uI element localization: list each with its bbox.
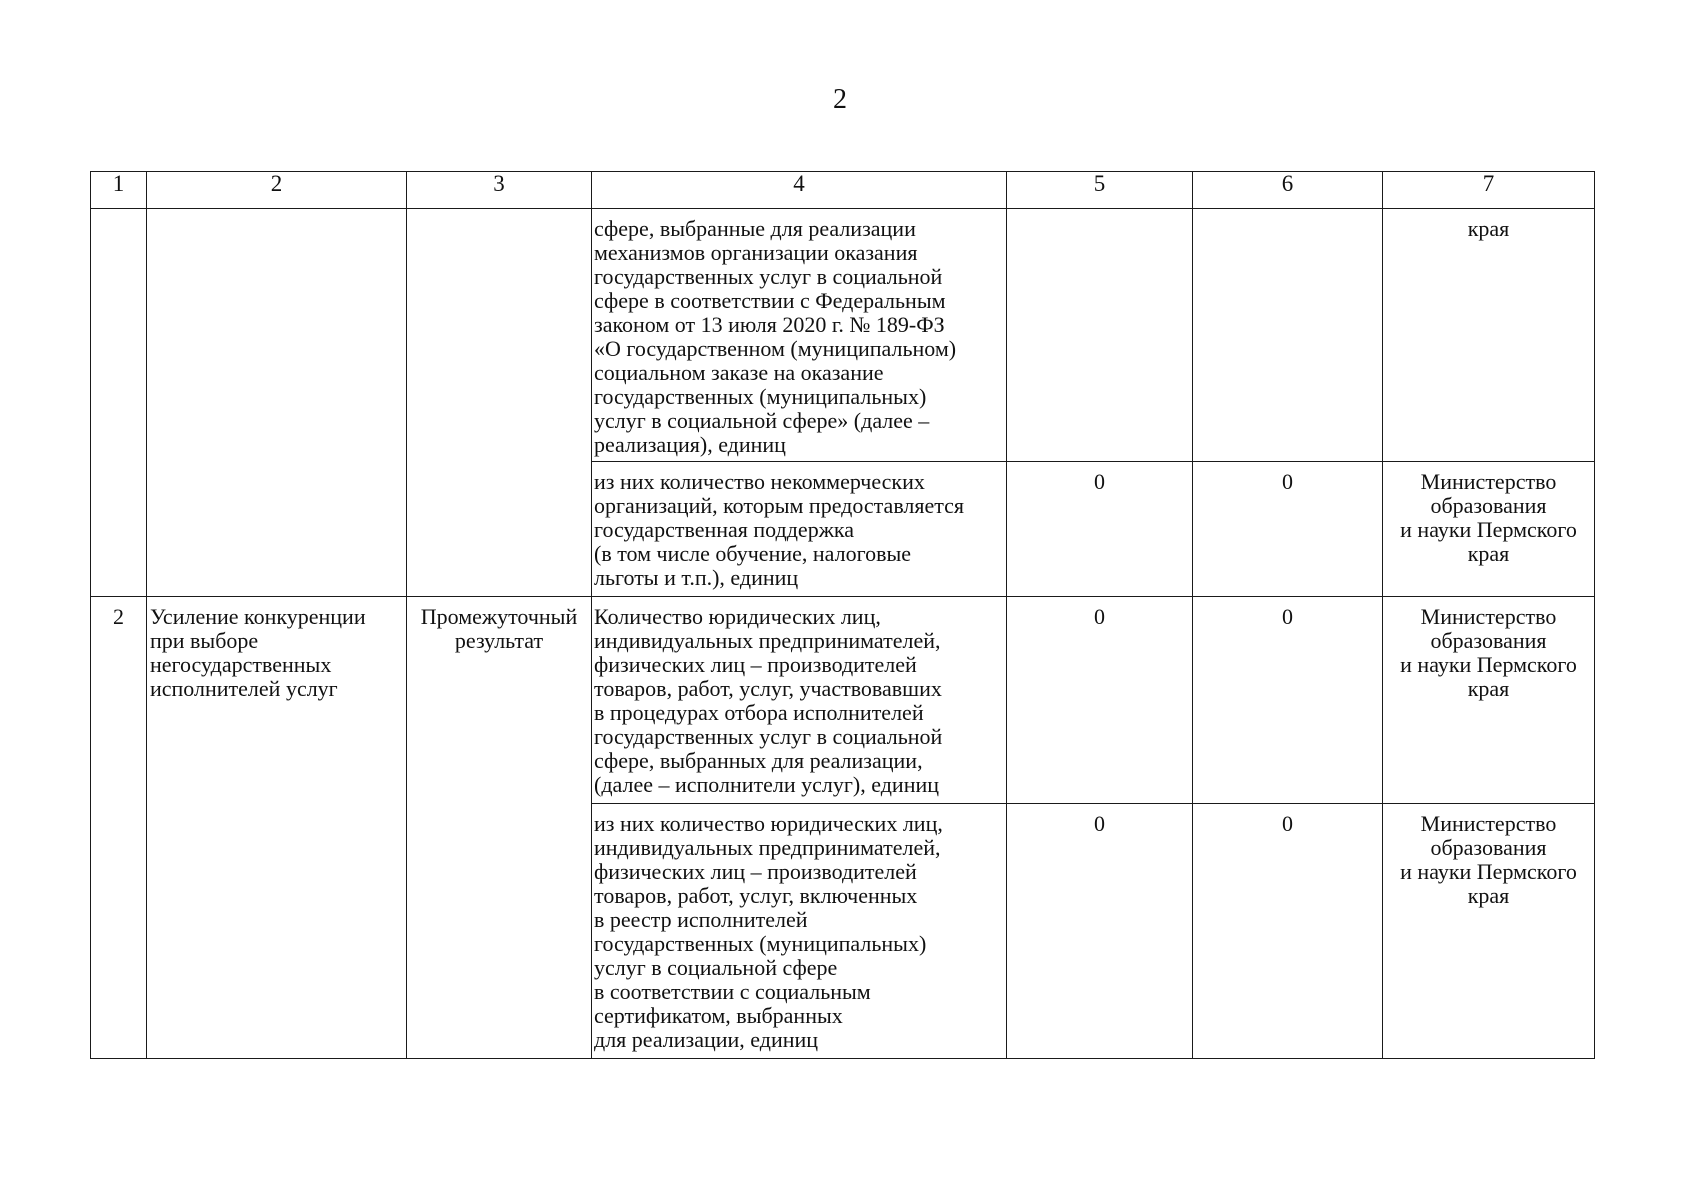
indicator-line: услуг в социальной сфере» (далее – [594, 408, 930, 433]
indicator-line: в реестр исполнителей [594, 907, 808, 932]
indicator-line: физических лиц – производителей [594, 652, 917, 677]
task-line: Усиление конкуренции [150, 604, 366, 629]
responsible-line: края [1467, 676, 1510, 701]
indicator-line: организаций, которым предоставляется [594, 493, 965, 518]
header-col-6: 6 [1193, 172, 1383, 209]
responsible-line: края [1467, 216, 1510, 241]
cell-indicator [592, 597, 1007, 804]
indicator-line: индивидуальных предпринимателей, [594, 628, 941, 653]
indicator-line: для реализации, единиц [594, 1027, 819, 1052]
indicator-line: из них количество юридических лиц, [594, 811, 943, 836]
indicator-line: государственных (муниципальных) [594, 931, 927, 956]
header-col-3: 3 [407, 172, 592, 209]
header-col-4: 4 [592, 172, 1007, 209]
header-row [91, 172, 1595, 209]
responsible-line: и науки Пермского [1400, 652, 1577, 677]
page-number: 2 [833, 84, 847, 115]
task-line: при выборе [150, 628, 259, 653]
indicator-line: сертификатом, выбранных [594, 1003, 843, 1028]
cell-number: 2 [91, 597, 147, 1059]
cell-task [147, 597, 407, 1059]
indicator-line: «О государственном (муниципальном) [594, 336, 957, 361]
indicator-line: из них количество некоммерческих [594, 469, 925, 494]
indicator-line: сфере в соответствии с Федеральным [594, 288, 946, 313]
cell-value-6: 0 [1193, 597, 1383, 804]
indicator-line: физических лиц – производителей [594, 859, 917, 884]
cell-indicator [592, 804, 1007, 1059]
responsible-line: и науки Пермского [1400, 517, 1577, 542]
indicator-line: сфере, выбранных для реализации, [594, 748, 923, 773]
result-type-line: результат [454, 628, 544, 653]
task-line: исполнителей услуг [150, 676, 338, 701]
indicator-line: льготы и т.п.), единиц [594, 565, 799, 590]
indicator-line: товаров, работ, услуг, включенных [594, 883, 918, 908]
indicator-line: сфере, выбранные для реализации [594, 216, 916, 241]
indicator-line: государственных (муниципальных) [594, 384, 927, 409]
indicator-line: государственных услуг в социальной [594, 724, 943, 749]
cell-task [147, 209, 407, 597]
indicator-line: механизмов организации оказания [594, 240, 918, 265]
responsible-line: Министерство [1420, 811, 1557, 836]
cell-responsible [1383, 462, 1595, 597]
indicator-line: в процедурах отбора исполнителей [594, 700, 924, 725]
responsible-line: и науки Пермского [1400, 859, 1577, 884]
cell-value-5: 0 [1007, 462, 1193, 597]
cell-value-6 [1193, 209, 1383, 462]
cell-number [91, 209, 147, 597]
cell-result-type [407, 209, 592, 597]
cell-result-type [407, 597, 592, 1059]
indicator-line: (далее – исполнители услуг), единиц [594, 772, 940, 797]
indicator-line: государственная поддержка [594, 517, 855, 542]
header-col-5: 5 [1007, 172, 1193, 209]
cell-responsible [1383, 804, 1595, 1059]
responsible-line: края [1467, 883, 1510, 908]
cell-value-6: 0 [1193, 462, 1383, 597]
header-col-1: 1 [91, 172, 147, 209]
indicator-line: социальном заказе на оказание [594, 360, 884, 385]
responsible-line: края [1467, 541, 1510, 566]
cell-indicator [592, 462, 1007, 597]
indicator-line: Количество юридических лиц, [594, 604, 881, 629]
cell-value-6: 0 [1193, 804, 1383, 1059]
task-line: негосударственных [150, 652, 332, 677]
cell-value-5: 0 [1007, 804, 1193, 1059]
responsible-line: образования [1430, 493, 1547, 518]
table-row [91, 597, 1595, 804]
cell-value-5 [1007, 209, 1193, 462]
indicator-line: (в том числе обучение, налоговые [594, 541, 912, 566]
indicator-line: законом от 13 июля 2020 г. № 189-ФЗ [594, 312, 945, 337]
cell-responsible [1383, 597, 1595, 804]
cell-indicator [592, 209, 1007, 462]
indicator-line: товаров, работ, услуг, участвовавших [594, 676, 942, 701]
responsible-line: Министерство [1420, 469, 1557, 494]
indicator-line: реализация), единиц [594, 432, 786, 457]
responsible-line: Министерство [1420, 604, 1557, 629]
indicator-line: в соответствии с социальным [594, 979, 871, 1004]
result-type-line: Промежуточный [420, 604, 578, 629]
cell-value-5: 0 [1007, 597, 1193, 804]
indicator-line: индивидуальных предпринимателей, [594, 835, 941, 860]
header-col-7: 7 [1383, 172, 1595, 209]
indicator-line: услуг в социальной сфере [594, 955, 838, 980]
header-col-2: 2 [147, 172, 407, 209]
responsible-line: образования [1430, 628, 1547, 653]
cell-responsible [1383, 209, 1595, 462]
indicator-line: государственных услуг в социальной [594, 264, 943, 289]
table-row [91, 209, 1595, 462]
indicators-table [90, 171, 1595, 1059]
responsible-line: образования [1430, 835, 1547, 860]
